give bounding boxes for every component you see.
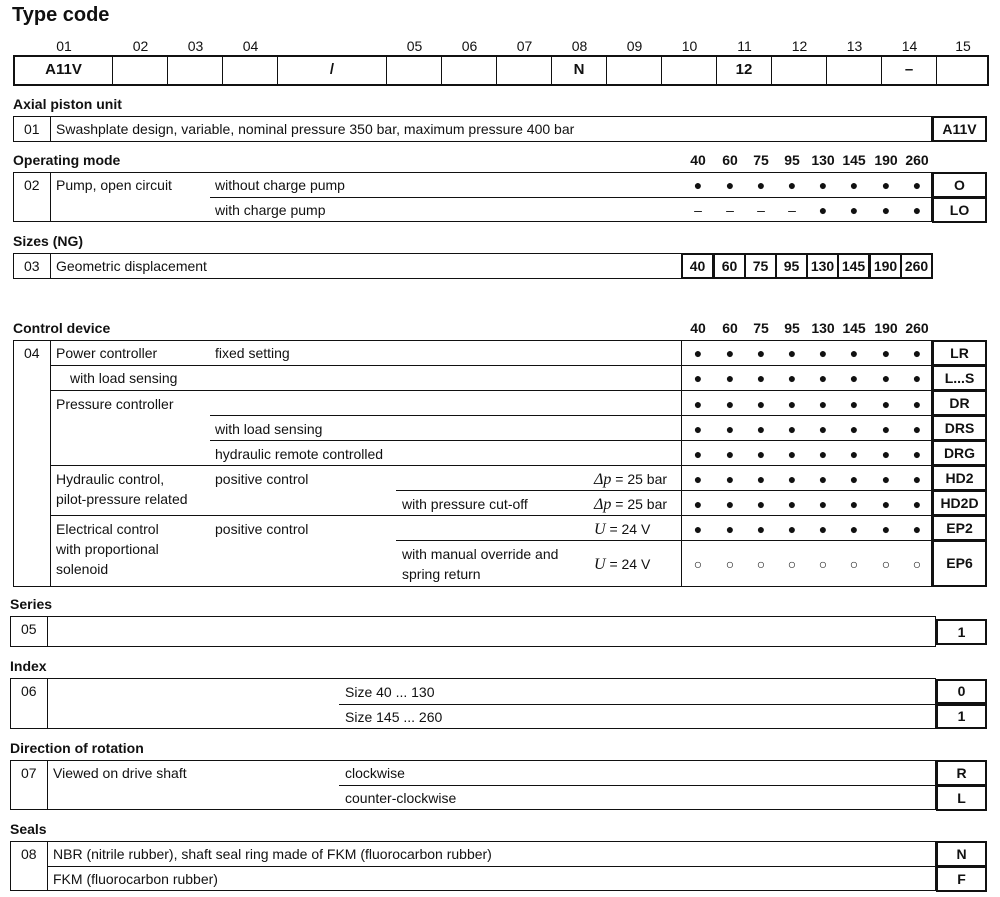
- control-dp-2: Δp = 25 bar: [594, 496, 668, 513]
- availability-mark: ●: [725, 396, 735, 412]
- position-number: 06: [461, 38, 478, 54]
- control-pos: positive control: [215, 471, 309, 487]
- series-code: 1: [936, 619, 987, 645]
- axial-num: 01: [24, 121, 40, 137]
- index-row-0: Size 40 ... 130: [345, 684, 435, 700]
- availability-mark: ●: [693, 345, 703, 361]
- series-num: 05: [21, 621, 37, 637]
- availability-mark: ●: [756, 177, 766, 193]
- position-number: 02: [132, 38, 149, 54]
- control-dp-1: Δp = 25 bar: [594, 471, 668, 488]
- size-header: 260: [905, 320, 929, 336]
- page-title: Type code: [12, 4, 110, 26]
- availability-mark: ●: [818, 202, 828, 218]
- axial-desc: Swashplate design, variable, nominal pressure 350 bar, maximum pressure 400 bar: [56, 121, 575, 137]
- availability-mark: ●: [725, 370, 735, 386]
- availability-mark: ●: [693, 421, 703, 437]
- availability-mark: ●: [756, 345, 766, 361]
- availability-mark: ●: [849, 471, 859, 487]
- availability-mark: ●: [881, 521, 891, 537]
- availability-mark: ●: [693, 471, 703, 487]
- availability-mark: ●: [849, 521, 859, 537]
- size-box: 130: [806, 253, 839, 279]
- seals-code-0: N: [936, 841, 987, 867]
- availability-mark: ●: [818, 496, 828, 512]
- type-code-cell: [662, 56, 717, 85]
- position-number: 11: [737, 38, 752, 54]
- availability-mark: ●: [787, 345, 797, 361]
- index-code-1: 1: [936, 704, 987, 729]
- control-manual-2: spring return: [402, 566, 481, 582]
- availability-mark: ○: [849, 556, 859, 572]
- position-number: 15: [955, 38, 971, 54]
- control-pos-2: positive control: [215, 521, 309, 537]
- type-code-cell: A11V: [15, 56, 113, 85]
- index-code-0: 0: [936, 679, 987, 704]
- availability-mark: ●: [693, 177, 703, 193]
- availability-mark: ●: [881, 496, 891, 512]
- control-hyd-2: pilot-pressure related: [56, 491, 188, 507]
- availability-mark: ●: [881, 446, 891, 462]
- operating-sub-0: without charge pump: [215, 177, 345, 193]
- availability-mark: ●: [881, 177, 891, 193]
- size-header: 95: [784, 320, 800, 336]
- availability-mark: ●: [787, 496, 797, 512]
- size-header: 40: [690, 152, 706, 168]
- availability-mark: ●: [787, 370, 797, 386]
- control-code: L...S: [932, 365, 987, 391]
- operating-code-0: O: [932, 172, 987, 198]
- control-pressure: Pressure controller: [56, 396, 174, 412]
- availability-mark: ●: [756, 496, 766, 512]
- control-p-ls: with load sensing: [215, 421, 323, 437]
- rotation-row-0: clockwise: [345, 765, 405, 781]
- availability-mark: ○: [787, 556, 797, 572]
- availability-mark: ●: [756, 446, 766, 462]
- position-number: 14: [901, 38, 918, 54]
- control-code: DRG: [932, 440, 987, 466]
- section-seals-heading: Seals: [10, 821, 47, 837]
- availability-mark: ○: [818, 556, 828, 572]
- type-code-cell: /: [278, 56, 387, 85]
- control-u-1: U = 24 V: [594, 521, 651, 538]
- availability-mark: ●: [818, 345, 828, 361]
- availability-mark: ●: [725, 471, 735, 487]
- availability-mark: ●: [725, 446, 735, 462]
- type-code-cell: [113, 56, 168, 85]
- availability-mark: ●: [881, 471, 891, 487]
- size-header: 145: [842, 320, 866, 336]
- availability-mark: ●: [787, 421, 797, 437]
- control-fixed: fixed setting: [215, 345, 290, 361]
- seals-row-0: NBR (nitrile rubber), shaft seal ring made of FKM (fluorocarbon rubber): [53, 846, 492, 862]
- axial-code: A11V: [932, 116, 987, 142]
- availability-mark: ●: [693, 446, 703, 462]
- availability-mark: –: [726, 202, 734, 218]
- operating-code-1: LO: [932, 197, 987, 223]
- availability-mark: ●: [912, 471, 922, 487]
- size-header: 40: [690, 320, 706, 336]
- operating-num: 02: [24, 177, 40, 193]
- availability-mark: ●: [849, 446, 859, 462]
- availability-mark: ●: [693, 370, 703, 386]
- sizes-desc: Geometric displacement: [56, 258, 207, 274]
- position-number: 12: [791, 38, 808, 54]
- control-p-hrc: hydraulic remote controlled: [215, 446, 384, 462]
- section-index-heading: Index: [10, 658, 47, 674]
- availability-mark: ●: [818, 446, 828, 462]
- availability-mark: ●: [818, 521, 828, 537]
- size-header: 75: [753, 152, 769, 168]
- control-u-2: U = 24 V: [594, 556, 651, 573]
- availability-mark: ●: [756, 521, 766, 537]
- availability-mark: ●: [693, 521, 703, 537]
- size-box: 60: [713, 253, 746, 279]
- position-number: 01: [56, 38, 72, 54]
- availability-mark: ●: [912, 202, 922, 218]
- series-row: [10, 616, 936, 647]
- availability-mark: ○: [693, 556, 703, 572]
- control-el-1: Electrical control: [56, 521, 159, 537]
- size-header: 75: [753, 320, 769, 336]
- availability-mark: ●: [693, 496, 703, 512]
- availability-mark: ●: [912, 446, 922, 462]
- availability-mark: ●: [756, 421, 766, 437]
- position-number: 03: [187, 38, 204, 54]
- control-hyd-1: Hydraulic control,: [56, 471, 165, 487]
- availability-mark: ○: [756, 556, 766, 572]
- availability-mark: ●: [881, 421, 891, 437]
- availability-mark: ●: [756, 370, 766, 386]
- availability-mark: ●: [818, 177, 828, 193]
- control-code: HD2D: [932, 490, 987, 516]
- control-num: 04: [24, 345, 40, 361]
- availability-mark: ●: [756, 396, 766, 412]
- type-code-cell: [168, 56, 223, 85]
- availability-mark: –: [788, 202, 796, 218]
- availability-mark: ●: [725, 496, 735, 512]
- control-code: DR: [932, 390, 987, 416]
- control-el-2: with proportional: [56, 541, 159, 557]
- availability-mark: ●: [849, 202, 859, 218]
- availability-mark: ●: [849, 496, 859, 512]
- size-header: 145: [842, 152, 866, 168]
- control-code: DRS: [932, 415, 987, 441]
- availability-mark: ●: [787, 396, 797, 412]
- position-number: 04: [242, 38, 259, 54]
- availability-mark: ○: [912, 556, 922, 572]
- position-number: 07: [516, 38, 533, 54]
- availability-mark: ●: [818, 421, 828, 437]
- control-code: LR: [932, 340, 987, 366]
- rotation-num: 07: [21, 765, 37, 781]
- section-sizes-heading: Sizes (NG): [13, 233, 84, 249]
- availability-mark: –: [757, 202, 765, 218]
- rotation-code-1: L: [936, 785, 987, 811]
- availability-mark: –: [694, 202, 702, 218]
- position-number: 09: [626, 38, 643, 54]
- type-code-cell: –: [882, 56, 937, 85]
- section-series-heading: Series: [10, 596, 53, 612]
- size-header: 130: [811, 152, 835, 168]
- size-box: 190: [869, 253, 902, 279]
- size-box: 260: [900, 253, 933, 279]
- type-code-cell: 12: [717, 56, 772, 85]
- availability-mark: ●: [849, 177, 859, 193]
- section-control-heading: Control device: [13, 320, 111, 336]
- availability-mark: ●: [725, 421, 735, 437]
- availability-mark: ●: [849, 396, 859, 412]
- availability-mark: ●: [881, 396, 891, 412]
- availability-mark: ●: [787, 177, 797, 193]
- type-code-cell: [387, 56, 442, 85]
- control-with-ls: with load sensing: [70, 370, 178, 386]
- availability-mark: ●: [818, 370, 828, 386]
- type-code-cell: N: [552, 56, 607, 85]
- availability-mark: ●: [756, 471, 766, 487]
- availability-mark: ●: [912, 496, 922, 512]
- type-code-cell: [223, 56, 278, 85]
- availability-mark: ●: [912, 421, 922, 437]
- availability-mark: ●: [725, 521, 735, 537]
- control-code: HD2: [932, 465, 987, 491]
- size-header: 130: [811, 320, 835, 336]
- availability-mark: ●: [912, 521, 922, 537]
- type-code-cell: [607, 56, 662, 85]
- availability-mark: ●: [912, 396, 922, 412]
- availability-mark: ○: [725, 556, 735, 572]
- type-code-cell: [827, 56, 882, 85]
- availability-mark: ●: [787, 471, 797, 487]
- availability-mark: ○: [881, 556, 891, 572]
- control-code: EP2: [932, 515, 987, 541]
- index-row-1: Size 145 ... 260: [345, 709, 443, 725]
- availability-mark: ●: [787, 446, 797, 462]
- position-number: 13: [846, 38, 863, 54]
- size-box: 40: [681, 253, 714, 279]
- availability-mark: ●: [912, 177, 922, 193]
- section-axial-heading: Axial piston unit: [13, 96, 122, 112]
- section-rotation-heading: Direction of rotation: [10, 740, 144, 756]
- size-header: 60: [722, 152, 738, 168]
- size-header: 190: [874, 152, 898, 168]
- size-header: 95: [784, 152, 800, 168]
- availability-mark: ●: [849, 370, 859, 386]
- control-manual-1: with manual override and: [402, 546, 559, 562]
- section-operating-heading: Operating mode: [13, 152, 121, 168]
- type-code-cell: [497, 56, 552, 85]
- position-number: 10: [681, 38, 698, 54]
- operating-sub-1: with charge pump: [215, 202, 326, 218]
- size-box: 95: [775, 253, 808, 279]
- rotation-label: Viewed on drive shaft: [53, 765, 187, 781]
- position-number: 05: [406, 38, 423, 54]
- availability-mark: ●: [725, 177, 735, 193]
- position-number: 08: [571, 38, 588, 54]
- seals-row-1: FKM (fluorocarbon rubber): [53, 871, 218, 887]
- availability-mark: ●: [881, 202, 891, 218]
- availability-mark: ●: [912, 370, 922, 386]
- control-power: Power controller: [56, 345, 158, 361]
- availability-mark: ●: [787, 521, 797, 537]
- type-code-cell: [937, 56, 989, 85]
- size-header: 60: [722, 320, 738, 336]
- availability-mark: ●: [818, 471, 828, 487]
- availability-mark: ●: [725, 345, 735, 361]
- size-box: 145: [837, 253, 870, 279]
- control-el-3: solenoid: [56, 561, 109, 577]
- type-code-cell: [772, 56, 827, 85]
- availability-mark: ●: [849, 345, 859, 361]
- availability-mark: ●: [912, 345, 922, 361]
- rotation-code-0: R: [936, 760, 987, 786]
- type-code-cell: [442, 56, 497, 85]
- size-header: 260: [905, 152, 929, 168]
- index-num: 06: [21, 683, 37, 699]
- availability-mark: ●: [693, 396, 703, 412]
- availability-mark: ●: [849, 421, 859, 437]
- rotation-row-1: counter-clockwise: [345, 790, 457, 806]
- control-cutoff: with pressure cut-off: [402, 496, 528, 512]
- seals-code-1: F: [936, 866, 987, 892]
- availability-mark: ●: [881, 370, 891, 386]
- size-header: 190: [874, 320, 898, 336]
- control-code: EP6: [932, 540, 987, 587]
- size-box: 75: [744, 253, 777, 279]
- sizes-num: 03: [24, 258, 40, 274]
- operating-label: Pump, open circuit: [56, 177, 172, 193]
- seals-num: 08: [21, 846, 37, 862]
- availability-mark: ●: [881, 345, 891, 361]
- availability-mark: ●: [818, 396, 828, 412]
